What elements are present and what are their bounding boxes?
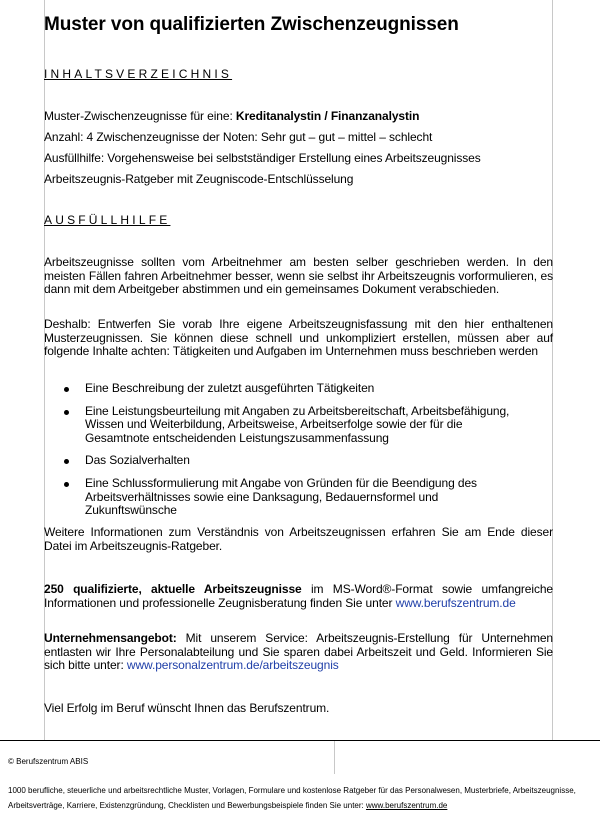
- company-offer-text: Mit unserem Service: Arbeitszeugnis-Erstellung für Unternehmen entlasten wir Ihre Personalabteilung und Sie sparen dabei Arbeitszeit und Geld. Informieren Sie sich bitte unter:: [44, 631, 553, 673]
- footer-description: 1000 berufliche, steuerliche und arbeitsrechtliche Muster, Vorlagen, Formulare und kostenlose Ratgeber für das Personalwesen, Musterbriefe, Arbeitszeugnisse, Arbeitsverträge, Karriere, Existenzgründung, Checklisten und Bewerbungsbeispiele finden Sie unter:: [8, 786, 576, 810]
- toc-item-position-title: Kreditanalystin / Finanzanalystin: [235, 109, 420, 123]
- help-paragraph-2: Deshalb: Entwerfen Sie vorab Ihre eigene Arbeitszeugnisfassung mit den hier enthaltenen Musterzeugnissen. Sie können diese schnell und unkompliziert erstellen, müssen aber auf folgende Inhalte achten: Tätigkeiten und Aufgaben im Unternehmen muss beschrieben werden: [44, 317, 553, 359]
- company-offer-label: Unternehmensangebot:: [44, 631, 177, 645]
- company-offer-paragraph: [44, 632, 553, 673]
- footer-text: [8, 783, 578, 813]
- bullet-icon: [64, 459, 69, 464]
- toc-item-help: Ausfüllhilfe: Vorgehensweise bei selbstständiger Erstellung eines Arbeitszeugnisses: [44, 151, 481, 165]
- list-item: Das Sozialverhalten: [44, 454, 514, 468]
- right-margin-guide: [552, 0, 553, 740]
- promo-text: im MS-Word®-Format sowie umfangreiche Informationen und professionelle Zeugnisberatung finden Sie unter: [44, 582, 553, 610]
- list-item: Eine Beschreibung der zuletzt ausgeführten Tätigkeiten: [44, 382, 514, 396]
- toc-item-position-prefix: Muster-Zwischenzeugnisse für eine:: [44, 109, 236, 123]
- footer-copyright: © Berufszentrum ABIS: [8, 757, 89, 766]
- bullet-icon: [64, 410, 69, 415]
- required-content-list: [44, 382, 514, 527]
- footer-link[interactable]: www.berufszentrum.de: [365, 801, 448, 810]
- list-item: Eine Leistungsbeurteilung mit Angaben zu Arbeitsbereitschaft, Arbeitsbefähigung, Wissen und Weiterbildung, Arbeitsweise, Arbeitserfolge sowie der für die Gesamtnote entscheidenden Leistungszusammenfassung: [44, 405, 514, 446]
- promo-bold-text: 250 qualifizierte, aktuelle Arbeitszeugnisse: [44, 582, 302, 596]
- help-paragraph-3: Weitere Informationen zum Verständnis von Arbeitszeugnissen erfahren Sie am Ende dieser Datei im Arbeitszeugnis-Ratgeber.: [44, 525, 553, 553]
- document-title: Muster von qualifizierten Zwischenzeugnissen: [44, 14, 459, 35]
- bullet-icon: [64, 482, 69, 487]
- help-heading: AUSFÜLLHILFE: [44, 213, 171, 227]
- help-paragraph-1: Arbeitszeugnisse sollten vom Arbeitnehmer am besten selber geschrieben werden. In den meisten Fällen fahren Arbeitnehmer besser, wenn sie selbst ihr Arbeitszeugnis vorformulieren, es dann mit dem Arbeitgeber abstimmen und ein gemeinsames Dokument verabschieden.: [44, 255, 553, 297]
- berufszentrum-link[interactable]: www.berufszentrum.de: [395, 595, 516, 610]
- toc-heading: INHALTSVERZEICHNIS: [44, 67, 233, 81]
- toc-item-guide: Arbeitszeugnis-Ratgeber mit Zeugniscode-Entschlüsselung: [44, 172, 354, 186]
- toc-item-count: Anzahl: 4 Zwischenzeugnisse der Noten: Sehr gut – gut – mittel – schlecht: [44, 130, 433, 144]
- list-item: Eine Schlussformulierung mit Angabe von Gründen für die Beendigung des Arbeitsverhältnisses sowie eine Danksagung, Bedauernsformel und Zukunftswünsche: [44, 477, 514, 518]
- personalzentrum-link[interactable]: www.personalzentrum.de/arbeitszeugnis: [126, 658, 339, 673]
- bullet-icon: [64, 387, 69, 392]
- page-footer: [0, 740, 600, 816]
- promo-paragraph: [44, 583, 553, 610]
- toc-item-position: [44, 109, 419, 123]
- closing-line: Viel Erfolg im Beruf wünscht Ihnen das Berufszentrum.: [44, 701, 330, 715]
